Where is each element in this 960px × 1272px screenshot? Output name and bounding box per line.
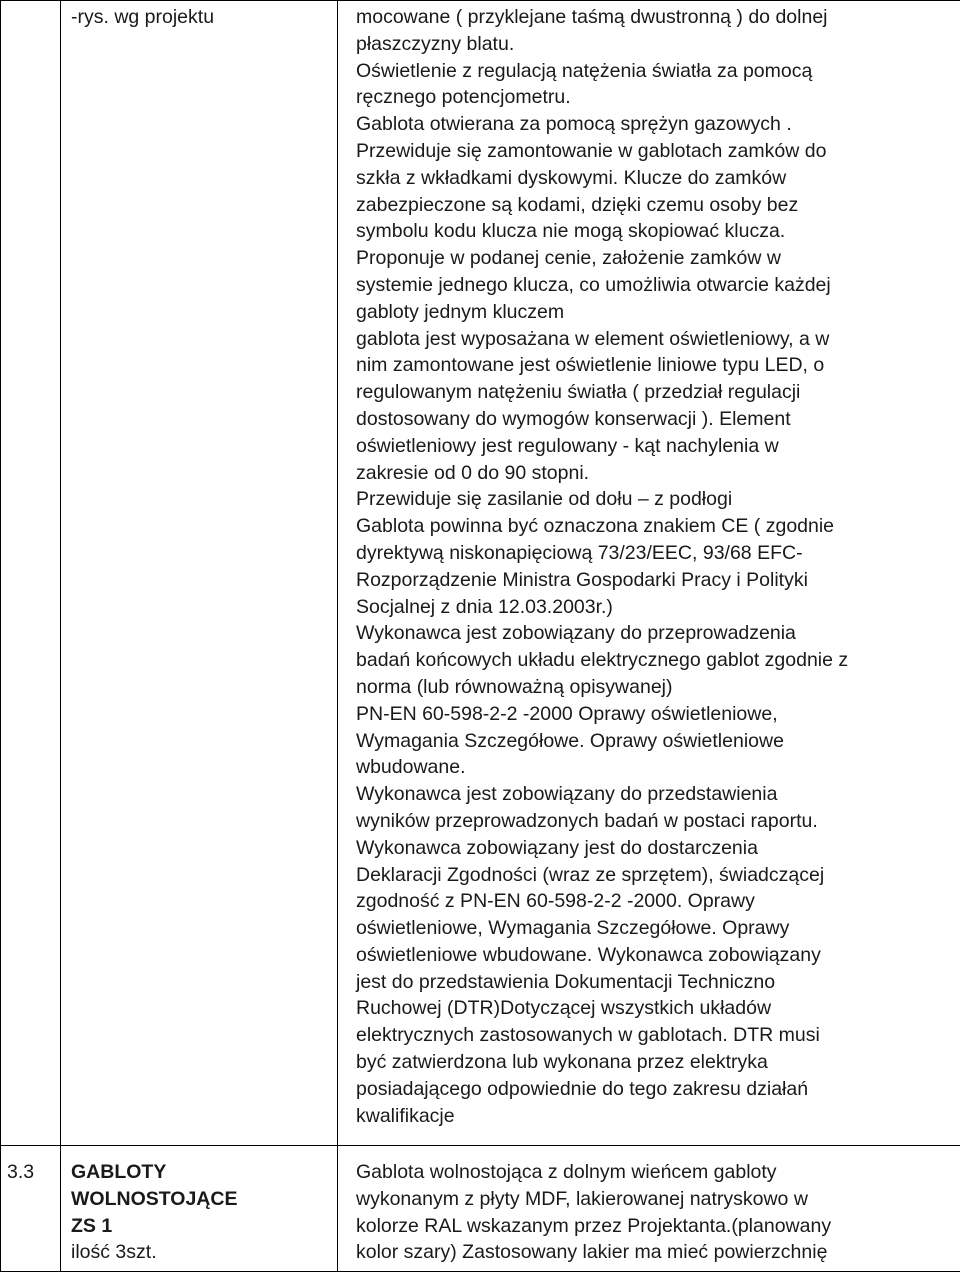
description-line: jest do przedstawienia Dokumentacji Techniczno bbox=[356, 969, 960, 996]
description-line: płaszczyzny blatu. bbox=[356, 31, 960, 58]
description-line: Gablota powinna być oznaczona znakiem CE ( zgodnie bbox=[356, 513, 960, 540]
description-line: Gablota otwierana za pomocą sprężyn gazowych . bbox=[356, 111, 960, 138]
description-line: Gablota wolnostojąca z dolnym wieńcem gabloty bbox=[356, 1159, 960, 1186]
item-description bbox=[338, 1146, 960, 1266]
item-description-cell bbox=[338, 1146, 960, 1272]
item-description bbox=[338, 1, 960, 1129]
description-line: zabezpieczone są kodami, dzięki czemu osoby bez bbox=[356, 192, 960, 219]
description-line: dostosowany do wymogów konserwacji ). Element bbox=[356, 406, 960, 433]
description-line: Przewiduje się zamontowanie w gablotach zamków do bbox=[356, 138, 960, 165]
item-title-line: GABLOTY bbox=[71, 1159, 337, 1186]
description-line: regulowanym natężeniu światła ( przedział regulacji bbox=[356, 379, 960, 406]
description-line: Deklaracji Zgodności (wraz ze sprzętem), świadczącej bbox=[356, 862, 960, 889]
description-line: oświetleniowy jest regulowany - kąt nachylenia w bbox=[356, 433, 960, 460]
description-line: wbudowane. bbox=[356, 754, 960, 781]
description-line: gabloty jednym kluczem bbox=[356, 299, 960, 326]
description-line: być zatwierdzona lub wykonana przez elektryka bbox=[356, 1049, 960, 1076]
description-line: kolor szary) Zastosowany lakier ma mieć powierzchnię bbox=[356, 1239, 960, 1266]
description-line: Ruchowej (DTR)Dotyczącej wszystkich układów bbox=[356, 995, 960, 1022]
description-line: posiadającego odpowiednie do tego zakresu działań bbox=[356, 1076, 960, 1103]
description-line: Rozporządzenie Ministra Gospodarki Pracy i Polityki bbox=[356, 567, 960, 594]
description-line: gablota jest wyposażana w element oświetleniowy, a w bbox=[356, 326, 960, 353]
description-line: Oświetlenie z regulacją natężenia światła za pomocą bbox=[356, 58, 960, 85]
item-label-line: -rys. wg projektu bbox=[71, 4, 337, 31]
item-label-cell bbox=[61, 1146, 338, 1272]
description-line: zgodność z PN-EN 60-598-2-2 -2000. Oprawy bbox=[356, 888, 960, 915]
table-row bbox=[1, 1146, 960, 1272]
description-line: wykonanym z płyty MDF, lakierowanej natryskowo w bbox=[356, 1186, 960, 1213]
description-line: badań końcowych układu elektrycznego gablot zgodnie z bbox=[356, 647, 960, 674]
item-title-line: WOLNOSTOJĄCE bbox=[71, 1186, 337, 1213]
description-line: Proponuje w podanej cenie, założenie zamków w bbox=[356, 245, 960, 272]
description-line: nim zamontowane jest oświetlenie liniowe typu LED, o bbox=[356, 352, 960, 379]
description-line: Wymagania Szczegółowe. Oprawy oświetleniowe bbox=[356, 728, 960, 755]
description-line: kolorze RAL wskazanym przez Projektanta.(planowany bbox=[356, 1213, 960, 1240]
item-number-cell bbox=[1, 1, 61, 1146]
item-description-cell bbox=[338, 1, 960, 1146]
description-line: Wykonawca zobowiązany jest do dostarczenia bbox=[356, 835, 960, 862]
description-line: szkła z wkładkami dyskowymi. Klucze do zamków bbox=[356, 165, 960, 192]
description-line: PN-EN 60-598-2-2 -2000 Oprawy oświetleniowe, bbox=[356, 701, 960, 728]
description-line: Socjalnej z dnia 12.03.2003r.) bbox=[356, 594, 960, 621]
description-line: elektrycznych zastosowanych w gablotach. DTR musi bbox=[356, 1022, 960, 1049]
item-number: 3.3 bbox=[7, 1159, 60, 1186]
description-line: ręcznego potencjometru. bbox=[356, 84, 960, 111]
item-quantity: ilość 3szt. bbox=[71, 1239, 337, 1266]
description-line: dyrektywą niskonapięciową 73/23/EEC, 93/68 EFC- bbox=[356, 540, 960, 567]
description-line: mocowane ( przyklejane taśmą dwustronną ) do dolnej bbox=[356, 4, 960, 31]
description-line: norma (lub równoważną opisywanej) bbox=[356, 674, 960, 701]
table-row bbox=[1, 1, 960, 1146]
description-line: Przewiduje się zasilanie od dołu – z podłogi bbox=[356, 486, 960, 513]
description-line: symbolu kodu klucza nie mogą skopiować klucza. bbox=[356, 218, 960, 245]
description-line: oświetleniowe wbudowane. Wykonawca zobowiązany bbox=[356, 942, 960, 969]
description-line: systemie jednego klucza, co umożliwia otwarcie każdej bbox=[356, 272, 960, 299]
item-number-cell bbox=[1, 1146, 61, 1272]
description-line: Wykonawca jest zobowiązany do przeprowadzenia bbox=[356, 620, 960, 647]
item-label-cell bbox=[61, 1, 338, 1146]
description-line: zakresie od 0 do 90 stopni. bbox=[356, 460, 960, 487]
description-line: kwalifikacje bbox=[356, 1103, 960, 1130]
item-code: ZS 1 bbox=[71, 1213, 337, 1240]
description-line: Wykonawca jest zobowiązany do przedstawienia bbox=[356, 781, 960, 808]
description-line: wyników przeprowadzonych badań w postaci raportu. bbox=[356, 808, 960, 835]
description-line: oświetleniowe, Wymagania Szczegółowe. Oprawy bbox=[356, 915, 960, 942]
